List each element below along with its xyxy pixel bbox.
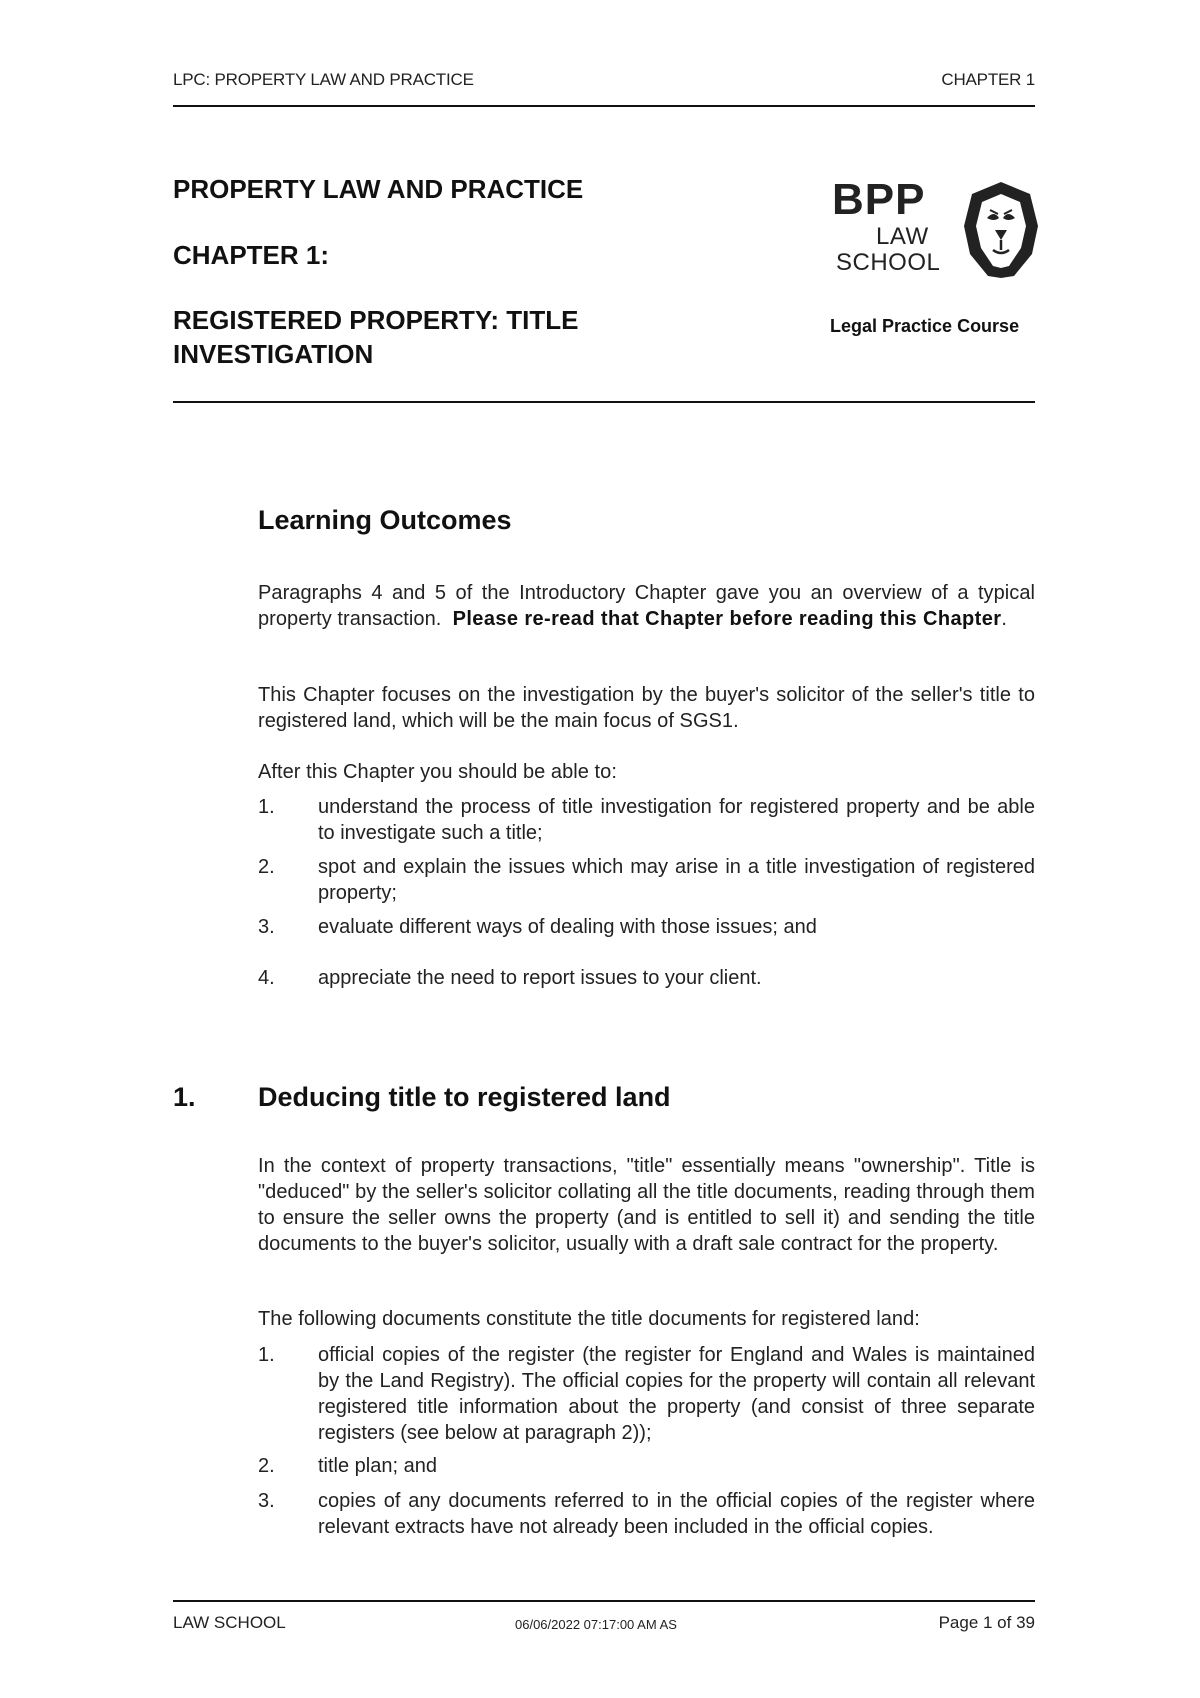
section-number: 1. bbox=[173, 1082, 196, 1112]
outcome-number: 2. bbox=[258, 856, 275, 878]
outcome-item: evaluate different ways of dealing with those issues; and bbox=[318, 916, 817, 938]
footer-timestamp: 06/06/2022 07:17:00 AM AS bbox=[515, 1617, 677, 1632]
running-header-right: CHAPTER 1 bbox=[941, 70, 1035, 89]
logo-law-text: LAW bbox=[876, 223, 929, 250]
learning-outcomes-intro: After this Chapter you should be able to: bbox=[258, 761, 617, 783]
title-document-number: 2. bbox=[258, 1455, 275, 1477]
chapter-title-line2: INVESTIGATION bbox=[173, 339, 374, 369]
learning-outcomes-paragraph-1 bbox=[258, 580, 1035, 632]
running-header-left: LPC: PROPERTY LAW AND PRACTICE bbox=[173, 70, 474, 89]
chapter-title-line1: REGISTERED PROPERTY: TITLE bbox=[173, 305, 579, 335]
lion-head-icon bbox=[962, 180, 1040, 280]
bpp-law-school-logo bbox=[832, 175, 1038, 288]
section-heading: Deducing title to registered land bbox=[258, 1082, 671, 1112]
outcome-number: 4. bbox=[258, 967, 275, 989]
header-rule bbox=[173, 105, 1035, 107]
footer-rule bbox=[173, 1600, 1035, 1602]
footer-left: LAW SCHOOL bbox=[173, 1613, 286, 1632]
title-document-item: title plan; and bbox=[318, 1455, 437, 1477]
outcome-item: understand the process of title investigation for registered property and be able to investigate such a title; bbox=[318, 796, 1035, 844]
title-document-item: official copies of the register (the register for England and Wales is maintained by the Land Registry). The official copies for the property will contain all relevant registered title information about the property (and consist of three separate registers (see below at paragraph 2)); bbox=[318, 1344, 1035, 1444]
section1-paragraph-2: The following documents constitute the title documents for registered land: bbox=[258, 1308, 920, 1330]
para1-bold-text: Please re-read that Chapter before reading this Chapter bbox=[452, 608, 1002, 630]
outcome-item: appreciate the need to report issues to your client. bbox=[318, 967, 762, 989]
outcome-number: 3. bbox=[258, 916, 275, 938]
para1-end-text: . bbox=[1001, 608, 1008, 630]
learning-outcomes-heading: Learning Outcomes bbox=[258, 505, 512, 535]
title-document-item: copies of any documents referred to in the official copies of the register where relevant extracts have not already been included in the official copies. bbox=[318, 1490, 1035, 1538]
chapter-label: CHAPTER 1: bbox=[173, 240, 330, 270]
learning-outcomes-paragraph-2: This Chapter focuses on the investigation by the buyer's solicitor of the seller's title to registered land, which will be the main focus of SGS1. bbox=[258, 684, 1035, 732]
outcome-item: spot and explain the issues which may arise in a title investigation of registered property; bbox=[318, 856, 1035, 904]
title-rule bbox=[173, 401, 1035, 403]
title-document-number: 1. bbox=[258, 1344, 275, 1366]
outcome-number: 1. bbox=[258, 796, 275, 818]
section1-paragraph-1: In the context of property transactions, "title" essentially means "ownership". Title is "deduced" by the seller's solicitor collating all the title documents, reading through them to ensure the seller owns the property (and is entitled to sell it) and sending the title documents to the buyer's solicitor, usually with a draft sale contract for the property. bbox=[258, 1155, 1035, 1255]
logo-bpp-text: BPP bbox=[832, 175, 926, 224]
logo-school-text: SCHOOL bbox=[836, 249, 941, 276]
document-title: PROPERTY LAW AND PRACTICE bbox=[173, 174, 584, 204]
title-document-number: 3. bbox=[258, 1490, 275, 1512]
para1-plain-text: Paragraphs 4 and 5 of the Introductory Chapter gave you an overview of a typical property transaction. bbox=[258, 582, 1035, 630]
legal-practice-course-label: Legal Practice Course bbox=[830, 316, 1020, 336]
page-number: Page 1 of 39 bbox=[938, 1613, 1035, 1632]
